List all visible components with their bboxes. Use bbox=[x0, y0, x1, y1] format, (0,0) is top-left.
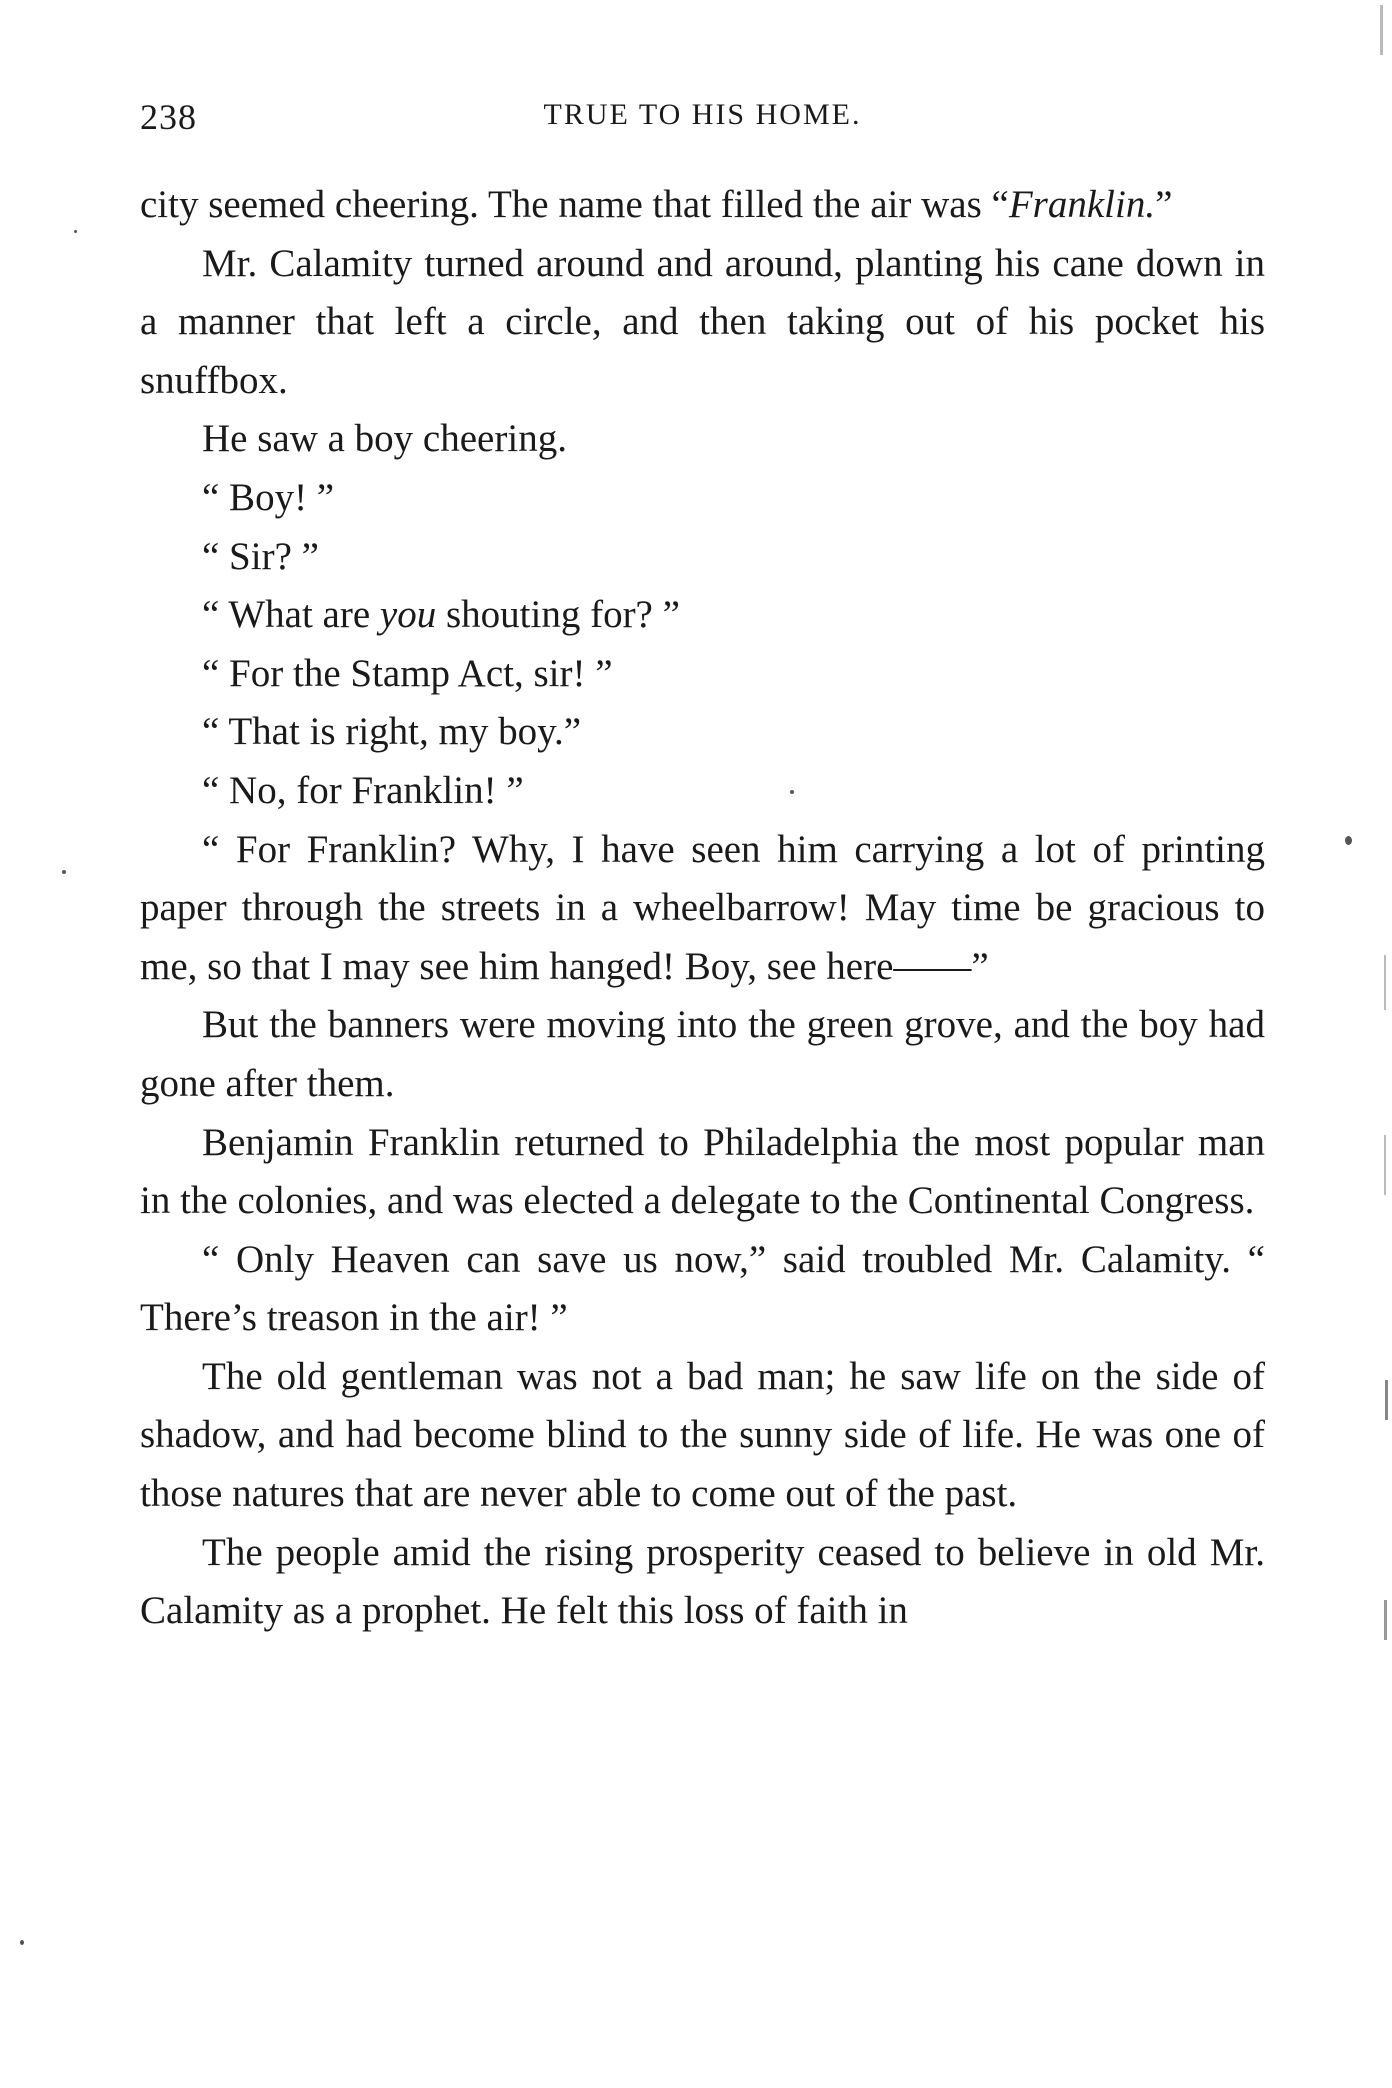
scan-margin-mark bbox=[1384, 1135, 1386, 1195]
scan-margin-mark bbox=[1384, 1600, 1387, 1640]
text-run: The old gentleman was not a bad man; he saw life on the side of shadow, and had become blind to the sunny side of life. He was one of those natures that are never able to come out of the past. bbox=[140, 1354, 1265, 1516]
text-run: “ What are bbox=[202, 593, 380, 637]
italic-text: Franklin. bbox=[1008, 183, 1156, 226]
text-run: Mr. Calamity turned around and around, planting his cane down in a manner that left a circle, and then taking out of his pocket his snuffbox. bbox=[140, 241, 1265, 402]
scan-speck bbox=[74, 230, 77, 233]
paragraph bbox=[140, 1524, 1265, 1641]
running-head: TRUE TO HIS HOME. bbox=[543, 98, 862, 131]
text-run: “ That is right, my boy.” bbox=[202, 710, 582, 754]
paragraph bbox=[140, 1114, 1265, 1231]
paragraph bbox=[140, 469, 1265, 528]
scan-speck bbox=[790, 790, 794, 794]
paragraph bbox=[140, 586, 1265, 645]
scan-margin-mark bbox=[1384, 955, 1386, 1010]
text-run: But the banners were moving into the green grove, and the boy had gone after them. bbox=[140, 1003, 1265, 1105]
text-run: “ Boy! ” bbox=[202, 475, 335, 519]
text-run: ” bbox=[1155, 183, 1173, 226]
text-run: “ Only Heaven can save us now,” said troubled Mr. Calamity. “ There’s treason in the air! ” bbox=[140, 1237, 1265, 1340]
paragraph bbox=[140, 176, 1265, 235]
page-number: 238 bbox=[140, 97, 197, 137]
text-run: city seemed cheering. The name that filled the air was bbox=[140, 183, 992, 226]
page-header bbox=[140, 96, 1265, 146]
paragraph bbox=[140, 703, 1265, 762]
scan-margin-mark bbox=[1385, 1380, 1388, 1420]
text-run: “ bbox=[991, 183, 1009, 226]
paragraph bbox=[140, 528, 1265, 587]
text-run: “ No, for Franklin! ” bbox=[202, 768, 524, 812]
text-run: The people amid the rising prosperity ceased to believe in old Mr. Calamity as a prophet. He felt this loss of faith in bbox=[140, 1530, 1265, 1633]
scan-margin-mark bbox=[1380, 5, 1383, 55]
paragraph bbox=[140, 1231, 1265, 1348]
paragraph bbox=[140, 996, 1265, 1113]
body-text bbox=[140, 176, 1265, 1641]
paragraph bbox=[140, 235, 1265, 411]
paragraph bbox=[140, 410, 1265, 469]
text-run: “ For Franklin? Why, I have seen him carrying a lot of printing paper through the streets in a wheelbarrow! May time be gracious to me, so that I may see him hanged! Boy, see here——” bbox=[140, 827, 1265, 988]
text-run: “ For the Stamp Act, sir! ” bbox=[202, 651, 613, 695]
scan-speck bbox=[20, 1940, 24, 1945]
scan-speck bbox=[62, 870, 66, 874]
paragraph bbox=[140, 821, 1265, 997]
text-run: Benjamin Franklin returned to Philadelphia the most popular man in the colonies, and was elected a delegate to the Continental Congress. bbox=[140, 1120, 1265, 1223]
paragraph bbox=[140, 645, 1265, 704]
text-run: He saw a boy cheering. bbox=[202, 417, 567, 461]
paragraph bbox=[140, 762, 1265, 821]
italic-text: you bbox=[379, 593, 437, 637]
text-run: “ Sir? ” bbox=[202, 534, 319, 578]
paragraph bbox=[140, 1348, 1265, 1524]
text-run: shouting for? ” bbox=[436, 593, 680, 637]
scan-speck bbox=[1345, 836, 1352, 845]
